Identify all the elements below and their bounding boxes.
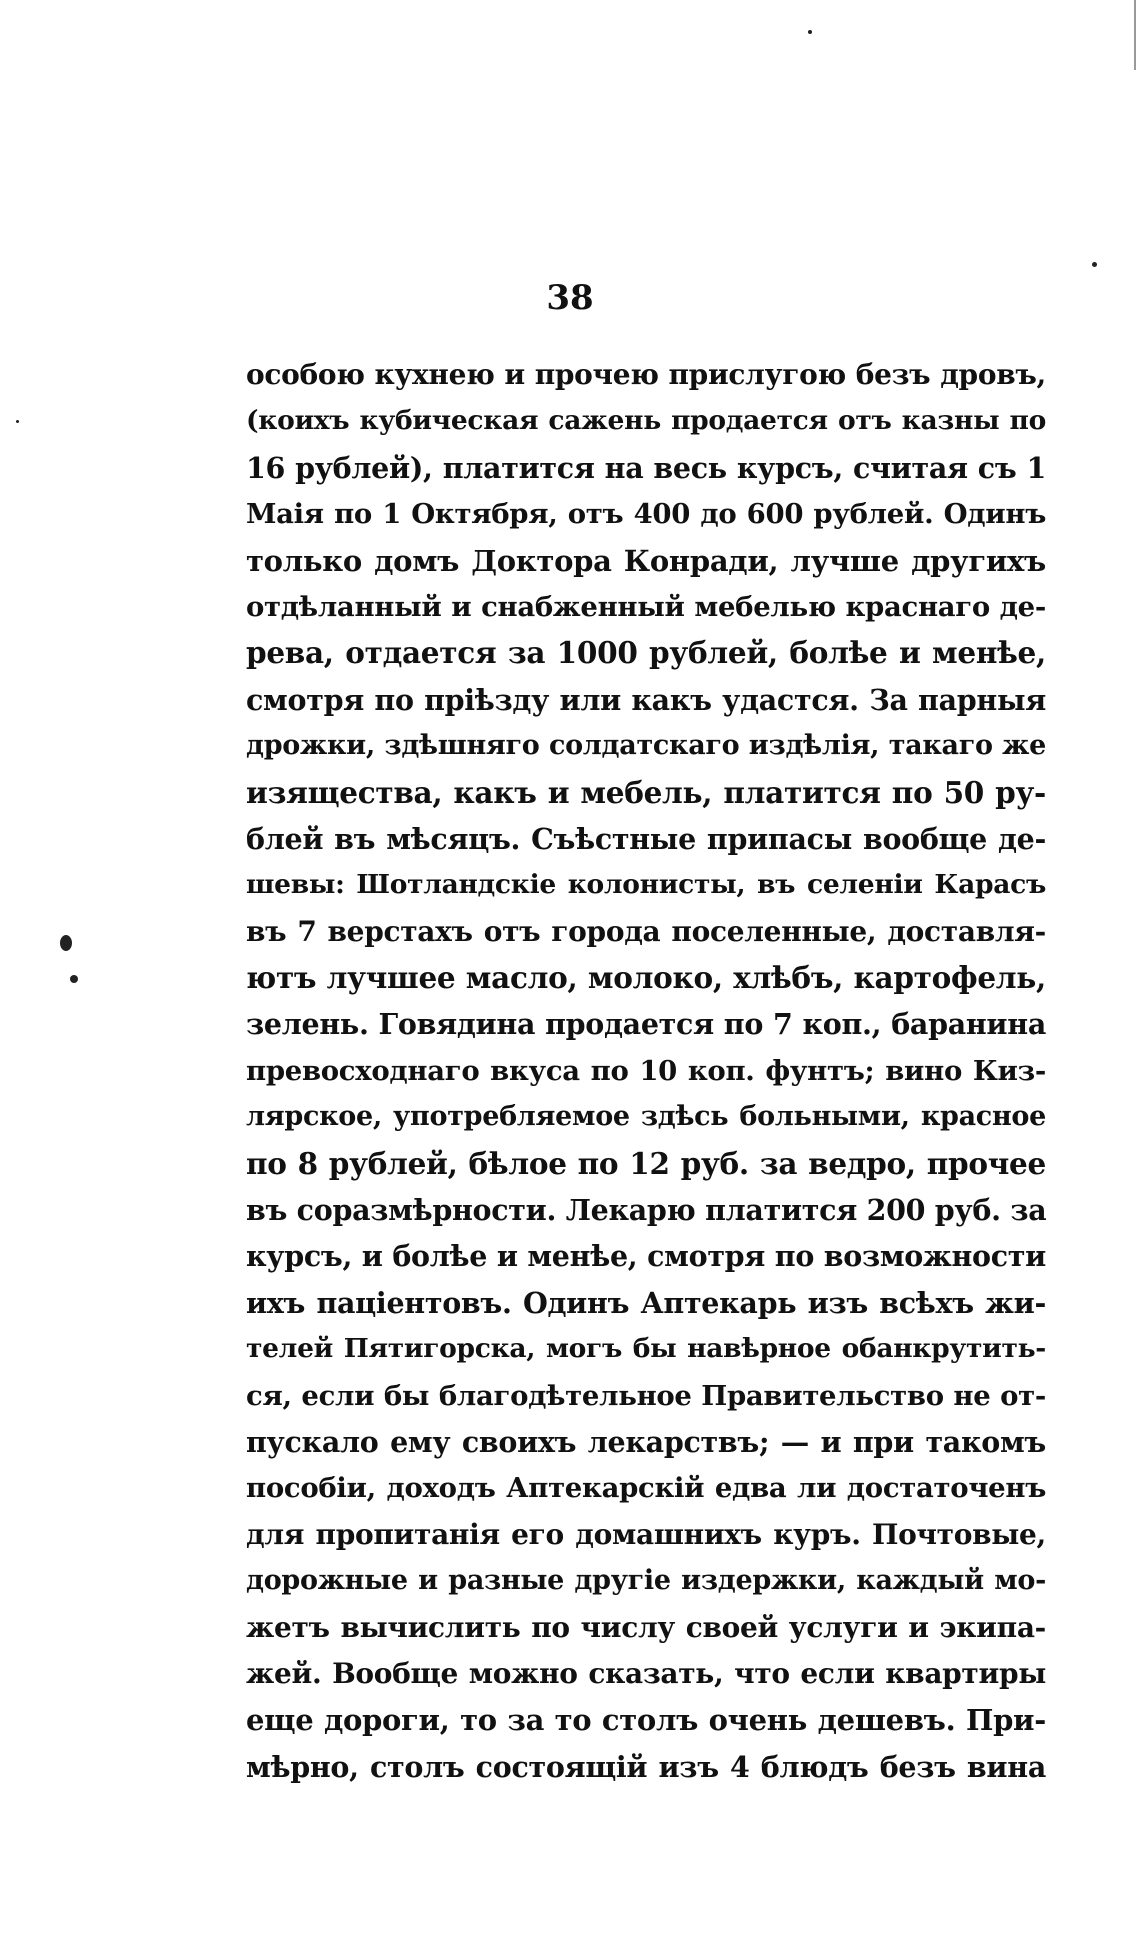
- text-line: въ соразмѣрности. Лекарю платится 200 руб. за: [246, 1193, 1046, 1228]
- text-line: (коихъ кубическая сажень продается отъ казны по: [246, 405, 1046, 437]
- text-line: превосходнаго вкуса по 10 коп. фунтъ; вино Киз-: [246, 1054, 1046, 1087]
- text-line: телей Пятигорска, могъ бы навѣрное обанкрутить-: [246, 1333, 1046, 1365]
- text-line: шевы: Шотландскіе колонисты, въ селеніи Карасъ: [246, 869, 1046, 901]
- text-line: мѣрно, столъ состоящій изъ 4 блюдъ безъ вина: [246, 1749, 1046, 1784]
- text-line: ютъ лучшее масло, молоко, хлѣбъ, картофель,: [246, 960, 1046, 996]
- text-line: дрожки, здѣшняго солдатскаго издѣлія, такаго же: [246, 730, 1046, 762]
- text-line: зелень. Говядина продается по 7 коп., баранина: [246, 1007, 1046, 1042]
- scan-speck: [16, 420, 19, 423]
- scan-speck: [1092, 262, 1097, 267]
- text-line: рева, отдается за 1000 рублей, болѣе и менѣе,: [246, 635, 1046, 671]
- text-line: въ 7 верстахъ отъ города поселенные, доставля-: [246, 914, 1046, 948]
- text-line: для пропитанія его домашнихъ куръ. Почтовые,: [246, 1517, 1046, 1551]
- scan-speck: [808, 30, 812, 34]
- text-line: 16 рублей), платится на весь курсъ, считая съ 1: [246, 450, 1046, 485]
- text-line: еще дороги, то за то столъ очень дешевъ. При-: [246, 1703, 1046, 1738]
- page-number: 38: [546, 278, 594, 318]
- text-line: пособіи, доходъ Аптекарскій едва ли достаточенъ: [246, 1472, 1046, 1505]
- text-line: пускало ему своихъ лекарствъ; — и при такомъ: [246, 1424, 1046, 1459]
- text-line: Маія по 1 Октября, отъ 400 до 600 рублей. Одинъ: [246, 498, 1046, 531]
- text-line: изящества, какъ и мебель, платится по 50 ру-: [246, 774, 1046, 810]
- text-line: блей въ мѣсяцъ. Съѣстные припасы вообще де-: [246, 821, 1046, 856]
- scan-speck: [70, 975, 78, 983]
- text-line: жетъ вычислить по числу своей услуги и экипа-: [246, 1610, 1046, 1644]
- text-line: только домъ Доктора Конради, лучше другихъ: [246, 543, 1046, 578]
- text-line: курсъ, и болѣе и менѣе, смотря по возможности: [246, 1239, 1046, 1274]
- text-line: ся, если бы благодѣтельное Правительство не от-: [246, 1379, 1046, 1412]
- text-line: по 8 рублей, бѣлое по 12 руб. за ведро, прочее: [246, 1145, 1046, 1181]
- text-line: особою кухнею и прочею прислугою безъ дровъ,: [246, 358, 1046, 391]
- page-edge-mark: [1134, 0, 1136, 70]
- text-line: жей. Вообще можно сказать, что если квартиры: [246, 1656, 1046, 1690]
- text-line: смотря по пріѣзду или какъ удастся. За парныя: [246, 682, 1046, 717]
- scan-speck: [60, 935, 72, 951]
- text-line: отдѣланный и снабженный мебелью краснаго де-: [246, 590, 1046, 623]
- text-line: ихъ паціентовъ. Одинъ Аптекарь изъ всѣхъ жи-: [246, 1285, 1046, 1320]
- text-line: дорожные и разные другіе издержки, каждый мо-: [246, 1565, 1046, 1597]
- text-line: лярское, употребляемое здѣсь больными, красное: [246, 1101, 1046, 1133]
- body-text: [246, 352, 1046, 1790]
